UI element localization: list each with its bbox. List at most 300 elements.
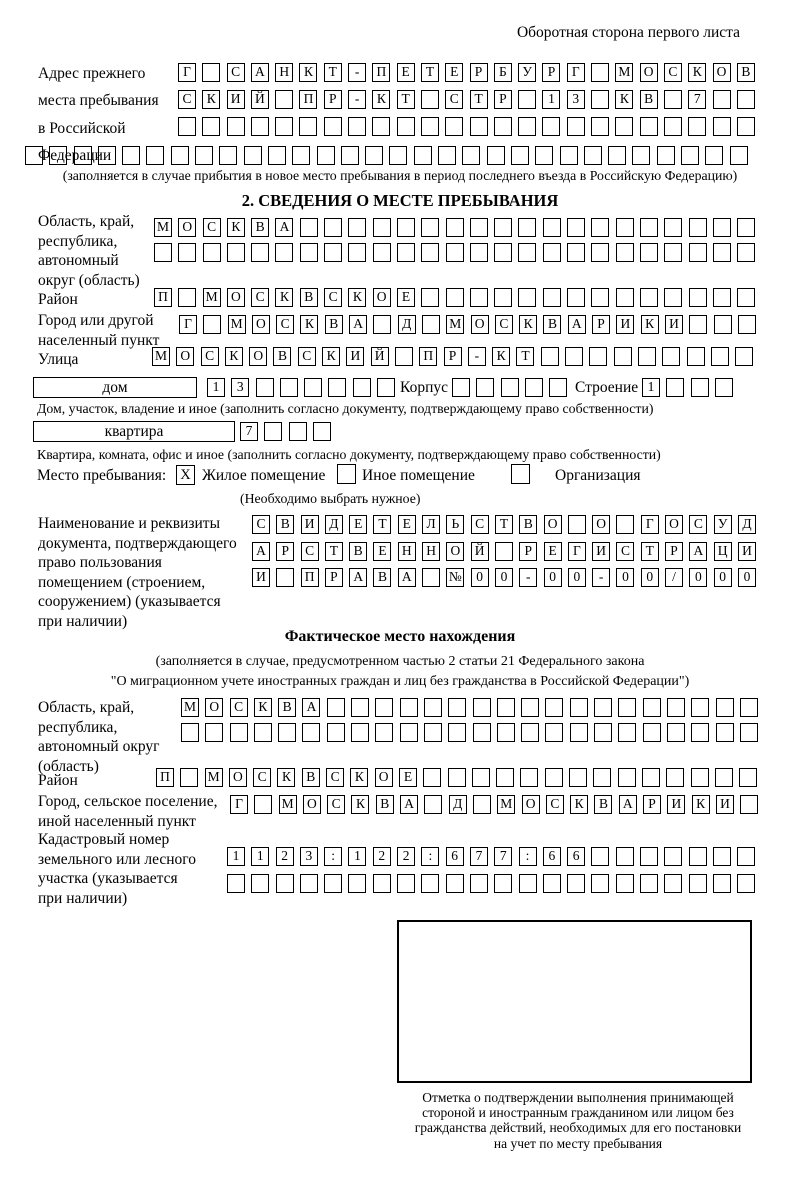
char-box[interactable]: [735, 347, 753, 366]
char-box[interactable]: [389, 146, 407, 165]
char-box[interactable]: Т: [495, 515, 513, 534]
char-box[interactable]: К: [300, 315, 318, 334]
char-box[interactable]: [373, 874, 391, 893]
char-box[interactable]: В: [737, 63, 755, 82]
char-box[interactable]: Р: [470, 63, 488, 82]
char-box[interactable]: [146, 146, 164, 165]
char-box[interactable]: [657, 146, 675, 165]
char-box[interactable]: Р: [519, 542, 537, 561]
char-box[interactable]: [689, 243, 707, 262]
char-box[interactable]: Т: [516, 347, 534, 366]
char-box[interactable]: [74, 146, 92, 165]
char-box[interactable]: [438, 146, 456, 165]
char-box[interactable]: Т: [373, 515, 391, 534]
char-box[interactable]: [400, 698, 418, 717]
char-box[interactable]: К: [202, 90, 220, 109]
char-box[interactable]: [299, 117, 317, 136]
char-box[interactable]: [351, 723, 369, 742]
char-box[interactable]: [377, 378, 395, 397]
char-box[interactable]: [341, 146, 359, 165]
char-box[interactable]: С: [252, 515, 270, 534]
char-box[interactable]: 2: [276, 847, 294, 866]
char-box[interactable]: [446, 218, 464, 237]
char-box[interactable]: [348, 243, 366, 262]
char-box[interactable]: [264, 422, 282, 441]
char-box[interactable]: [494, 243, 512, 262]
char-box[interactable]: О: [446, 542, 464, 561]
char-box[interactable]: [739, 768, 757, 787]
char-box[interactable]: [689, 874, 707, 893]
char-box[interactable]: [518, 117, 536, 136]
char-box[interactable]: [470, 288, 488, 307]
char-box[interactable]: 1: [251, 847, 269, 866]
char-box[interactable]: 6: [446, 847, 464, 866]
char-box[interactable]: О: [592, 515, 610, 534]
char-box[interactable]: [375, 698, 393, 717]
char-box[interactable]: К: [641, 315, 659, 334]
stay-type-checkbox-other[interactable]: [337, 464, 356, 484]
char-box[interactable]: [251, 117, 269, 136]
char-box[interactable]: Т: [421, 63, 439, 82]
char-box[interactable]: [203, 243, 221, 262]
char-box[interactable]: П: [154, 288, 172, 307]
char-box[interactable]: [691, 723, 709, 742]
char-box[interactable]: [616, 288, 634, 307]
char-box[interactable]: Е: [397, 63, 415, 82]
char-box[interactable]: Г: [641, 515, 659, 534]
char-box[interactable]: С: [201, 347, 219, 366]
char-box[interactable]: Р: [643, 795, 661, 814]
char-box[interactable]: [664, 243, 682, 262]
char-box[interactable]: [219, 146, 237, 165]
char-box[interactable]: [496, 768, 514, 787]
char-box[interactable]: 6: [567, 847, 585, 866]
char-box[interactable]: 6: [543, 847, 561, 866]
char-box[interactable]: [300, 243, 318, 262]
char-box[interactable]: :: [519, 847, 537, 866]
char-box[interactable]: [327, 723, 345, 742]
char-box[interactable]: [591, 288, 609, 307]
char-box[interactable]: Г: [567, 63, 585, 82]
char-box[interactable]: 1: [542, 90, 560, 109]
char-box[interactable]: [445, 117, 463, 136]
char-box[interactable]: [591, 243, 609, 262]
char-box[interactable]: [511, 146, 529, 165]
char-box[interactable]: Е: [349, 515, 367, 534]
char-box[interactable]: [518, 288, 536, 307]
char-box[interactable]: [422, 315, 440, 334]
char-box[interactable]: [521, 723, 539, 742]
char-box[interactable]: Г: [179, 315, 197, 334]
char-box[interactable]: [178, 243, 196, 262]
char-box[interactable]: [473, 795, 491, 814]
char-box[interactable]: [616, 218, 634, 237]
char-box[interactable]: [275, 243, 293, 262]
char-box[interactable]: [324, 243, 342, 262]
char-box[interactable]: Н: [275, 63, 293, 82]
char-box[interactable]: [25, 146, 43, 165]
char-box[interactable]: В: [594, 795, 612, 814]
char-box[interactable]: [256, 378, 274, 397]
char-box[interactable]: М: [203, 288, 221, 307]
char-box[interactable]: [618, 768, 636, 787]
char-box[interactable]: [203, 315, 221, 334]
char-box[interactable]: О: [640, 63, 658, 82]
char-box[interactable]: [289, 422, 307, 441]
char-box[interactable]: К: [348, 288, 366, 307]
char-box[interactable]: [351, 698, 369, 717]
char-box[interactable]: В: [300, 288, 318, 307]
char-box[interactable]: О: [252, 315, 270, 334]
char-box[interactable]: О: [373, 288, 391, 307]
char-box[interactable]: [591, 874, 609, 893]
char-box[interactable]: [716, 698, 734, 717]
char-box[interactable]: Ь: [446, 515, 464, 534]
char-box[interactable]: [276, 568, 294, 587]
char-box[interactable]: Г: [178, 63, 196, 82]
char-box[interactable]: [640, 117, 658, 136]
char-box[interactable]: А: [349, 568, 367, 587]
char-box[interactable]: Ц: [714, 542, 732, 561]
char-box[interactable]: О: [227, 288, 245, 307]
char-box[interactable]: [518, 90, 536, 109]
char-box[interactable]: [591, 847, 609, 866]
char-box[interactable]: [691, 378, 709, 397]
char-box[interactable]: [280, 378, 298, 397]
char-box[interactable]: [737, 288, 755, 307]
char-box[interactable]: К: [615, 90, 633, 109]
char-box[interactable]: [545, 768, 563, 787]
char-box[interactable]: [373, 218, 391, 237]
char-box[interactable]: [448, 768, 466, 787]
char-box[interactable]: [713, 243, 731, 262]
char-box[interactable]: [737, 847, 755, 866]
char-box[interactable]: [640, 288, 658, 307]
char-box[interactable]: [632, 146, 650, 165]
char-box[interactable]: [618, 698, 636, 717]
char-box[interactable]: П: [156, 768, 174, 787]
char-box[interactable]: [470, 218, 488, 237]
char-box[interactable]: -: [348, 63, 366, 82]
char-box[interactable]: Е: [398, 515, 416, 534]
char-box[interactable]: К: [692, 795, 710, 814]
char-box[interactable]: [205, 723, 223, 742]
char-box[interactable]: [473, 698, 491, 717]
char-box[interactable]: [541, 347, 559, 366]
char-box[interactable]: Р: [665, 542, 683, 561]
char-box[interactable]: [664, 90, 682, 109]
char-box[interactable]: [348, 117, 366, 136]
char-box[interactable]: [400, 723, 418, 742]
char-box[interactable]: [495, 542, 513, 561]
char-box[interactable]: [421, 218, 439, 237]
char-box[interactable]: Р: [494, 90, 512, 109]
char-box[interactable]: [348, 874, 366, 893]
char-box[interactable]: [643, 698, 661, 717]
char-box[interactable]: С: [689, 515, 707, 534]
char-box[interactable]: И: [252, 568, 270, 587]
char-box[interactable]: Е: [399, 768, 417, 787]
char-box[interactable]: Й: [471, 542, 489, 561]
char-box[interactable]: [594, 723, 612, 742]
char-box[interactable]: [691, 698, 709, 717]
char-box[interactable]: [230, 723, 248, 742]
char-box[interactable]: С: [616, 542, 634, 561]
char-box[interactable]: [372, 117, 390, 136]
char-box[interactable]: [424, 795, 442, 814]
char-box[interactable]: [593, 768, 611, 787]
char-box[interactable]: [470, 243, 488, 262]
char-box[interactable]: [98, 146, 116, 165]
char-box[interactable]: [494, 218, 512, 237]
char-box[interactable]: П: [301, 568, 319, 587]
char-box[interactable]: [446, 874, 464, 893]
char-box[interactable]: М: [181, 698, 199, 717]
char-box[interactable]: Т: [324, 63, 342, 82]
char-box[interactable]: Г: [568, 542, 586, 561]
char-box[interactable]: [591, 218, 609, 237]
char-box[interactable]: [737, 117, 755, 136]
char-box[interactable]: К: [299, 63, 317, 82]
char-box[interactable]: [664, 117, 682, 136]
stay-type-checkbox-organization[interactable]: [511, 464, 530, 484]
char-box[interactable]: [543, 874, 561, 893]
char-box[interactable]: К: [275, 288, 293, 307]
char-box[interactable]: [275, 117, 293, 136]
char-box[interactable]: [640, 243, 658, 262]
char-box[interactable]: [567, 243, 585, 262]
char-box[interactable]: С: [546, 795, 564, 814]
char-box[interactable]: [730, 146, 748, 165]
char-box[interactable]: 3: [300, 847, 318, 866]
char-box[interactable]: 3: [567, 90, 585, 109]
char-box[interactable]: Н: [398, 542, 416, 561]
char-box[interactable]: С: [203, 218, 221, 237]
char-box[interactable]: [570, 723, 588, 742]
char-box[interactable]: [689, 288, 707, 307]
char-box[interactable]: [304, 378, 322, 397]
char-box[interactable]: [545, 698, 563, 717]
char-box[interactable]: [740, 795, 758, 814]
char-box[interactable]: [476, 378, 494, 397]
char-box[interactable]: [421, 874, 439, 893]
stay-type-checkbox-residential[interactable]: X: [176, 465, 195, 485]
char-box[interactable]: [616, 874, 634, 893]
char-box[interactable]: [178, 117, 196, 136]
char-box[interactable]: [421, 243, 439, 262]
char-box[interactable]: [494, 117, 512, 136]
char-box[interactable]: 1: [348, 847, 366, 866]
char-box[interactable]: [567, 117, 585, 136]
char-box[interactable]: С: [253, 768, 271, 787]
char-box[interactable]: [171, 146, 189, 165]
char-box[interactable]: [568, 515, 586, 534]
char-box[interactable]: М: [228, 315, 246, 334]
char-box[interactable]: :: [324, 847, 342, 866]
char-box[interactable]: С: [445, 90, 463, 109]
char-box[interactable]: 0: [544, 568, 562, 587]
char-box[interactable]: [549, 378, 567, 397]
char-box[interactable]: [472, 768, 490, 787]
char-box[interactable]: А: [400, 795, 418, 814]
char-box[interactable]: [689, 847, 707, 866]
char-box[interactable]: С: [324, 288, 342, 307]
char-box[interactable]: О: [249, 347, 267, 366]
char-box[interactable]: [302, 723, 320, 742]
char-box[interactable]: В: [519, 515, 537, 534]
char-box[interactable]: [324, 117, 342, 136]
char-box[interactable]: [324, 874, 342, 893]
char-box[interactable]: [567, 288, 585, 307]
char-box[interactable]: [375, 723, 393, 742]
char-box[interactable]: [520, 768, 538, 787]
char-box[interactable]: В: [273, 347, 291, 366]
char-box[interactable]: [535, 146, 553, 165]
char-box[interactable]: [501, 378, 519, 397]
char-box[interactable]: Р: [324, 90, 342, 109]
char-box[interactable]: 2: [373, 847, 391, 866]
char-box[interactable]: [737, 243, 755, 262]
char-box[interactable]: 0: [641, 568, 659, 587]
char-box[interactable]: [254, 723, 272, 742]
char-box[interactable]: О: [176, 347, 194, 366]
char-box[interactable]: О: [713, 63, 731, 82]
char-box[interactable]: -: [468, 347, 486, 366]
char-box[interactable]: [638, 347, 656, 366]
char-box[interactable]: Д: [738, 515, 756, 534]
char-box[interactable]: 0: [738, 568, 756, 587]
char-box[interactable]: С: [178, 90, 196, 109]
char-box[interactable]: 1: [227, 847, 245, 866]
char-box[interactable]: В: [276, 515, 294, 534]
char-box[interactable]: [122, 146, 140, 165]
char-box[interactable]: [278, 723, 296, 742]
char-box[interactable]: О: [303, 795, 321, 814]
char-box[interactable]: [565, 347, 583, 366]
char-box[interactable]: Д: [325, 515, 343, 534]
char-box[interactable]: [251, 874, 269, 893]
char-box[interactable]: П: [419, 347, 437, 366]
char-box[interactable]: [713, 90, 731, 109]
char-box[interactable]: [740, 698, 758, 717]
char-box[interactable]: 7: [688, 90, 706, 109]
char-box[interactable]: М: [497, 795, 515, 814]
char-box[interactable]: Б: [494, 63, 512, 82]
char-box[interactable]: [348, 218, 366, 237]
char-box[interactable]: [470, 874, 488, 893]
char-box[interactable]: [542, 117, 560, 136]
char-box[interactable]: С: [227, 63, 245, 82]
char-box[interactable]: Р: [325, 568, 343, 587]
char-box[interactable]: 7: [470, 847, 488, 866]
char-box[interactable]: М: [615, 63, 633, 82]
char-box[interactable]: Д: [449, 795, 467, 814]
char-box[interactable]: [591, 63, 609, 82]
char-box[interactable]: [640, 218, 658, 237]
char-box[interactable]: [643, 723, 661, 742]
char-box[interactable]: С: [326, 768, 344, 787]
char-box[interactable]: [591, 90, 609, 109]
char-box[interactable]: [49, 146, 67, 165]
char-box[interactable]: [497, 698, 515, 717]
char-box[interactable]: [373, 243, 391, 262]
char-box[interactable]: О: [229, 768, 247, 787]
char-box[interactable]: О: [544, 515, 562, 534]
char-box[interactable]: [584, 146, 602, 165]
char-box[interactable]: И: [346, 347, 364, 366]
char-box[interactable]: А: [275, 218, 293, 237]
char-box[interactable]: [462, 146, 480, 165]
char-box[interactable]: [470, 117, 488, 136]
char-box[interactable]: [397, 117, 415, 136]
char-box[interactable]: О: [178, 218, 196, 237]
char-box[interactable]: [328, 378, 346, 397]
char-box[interactable]: Р: [592, 315, 610, 334]
char-box[interactable]: [616, 515, 634, 534]
char-box[interactable]: А: [689, 542, 707, 561]
char-box[interactable]: [452, 378, 470, 397]
char-box[interactable]: 1: [642, 378, 660, 397]
char-box[interactable]: И: [616, 315, 634, 334]
char-box[interactable]: В: [349, 542, 367, 561]
char-box[interactable]: [254, 795, 272, 814]
char-box[interactable]: [487, 146, 505, 165]
char-box[interactable]: Е: [445, 63, 463, 82]
char-box[interactable]: [181, 723, 199, 742]
char-box[interactable]: [689, 315, 707, 334]
char-box[interactable]: [714, 315, 732, 334]
char-box[interactable]: [518, 218, 536, 237]
char-box[interactable]: [543, 288, 561, 307]
char-box[interactable]: А: [251, 63, 269, 82]
char-box[interactable]: [691, 768, 709, 787]
char-box[interactable]: -: [348, 90, 366, 109]
char-box[interactable]: [178, 288, 196, 307]
char-box[interactable]: Е: [373, 542, 391, 561]
char-box[interactable]: -: [592, 568, 610, 587]
char-box[interactable]: [414, 146, 432, 165]
char-box[interactable]: [424, 698, 442, 717]
char-box[interactable]: В: [251, 218, 269, 237]
char-box[interactable]: [713, 218, 731, 237]
char-box[interactable]: [154, 243, 172, 262]
char-box[interactable]: :: [421, 847, 439, 866]
char-box[interactable]: [642, 768, 660, 787]
char-box[interactable]: [715, 768, 733, 787]
char-box[interactable]: М: [205, 768, 223, 787]
char-box[interactable]: В: [373, 568, 391, 587]
char-box[interactable]: [494, 288, 512, 307]
char-box[interactable]: Е: [397, 288, 415, 307]
char-box[interactable]: [713, 847, 731, 866]
char-box[interactable]: Р: [444, 347, 462, 366]
char-box[interactable]: [317, 146, 335, 165]
char-box[interactable]: 1: [207, 378, 225, 397]
char-box[interactable]: [591, 117, 609, 136]
char-box[interactable]: В: [543, 315, 561, 334]
char-box[interactable]: [268, 146, 286, 165]
char-box[interactable]: К: [351, 795, 369, 814]
char-box[interactable]: Л: [422, 515, 440, 534]
char-box[interactable]: В: [376, 795, 394, 814]
char-box[interactable]: В: [278, 698, 296, 717]
char-box[interactable]: С: [301, 542, 319, 561]
char-box[interactable]: [640, 847, 658, 866]
char-box[interactable]: [570, 698, 588, 717]
char-box[interactable]: Р: [276, 542, 294, 561]
char-box[interactable]: [525, 378, 543, 397]
char-box[interactable]: -: [519, 568, 537, 587]
